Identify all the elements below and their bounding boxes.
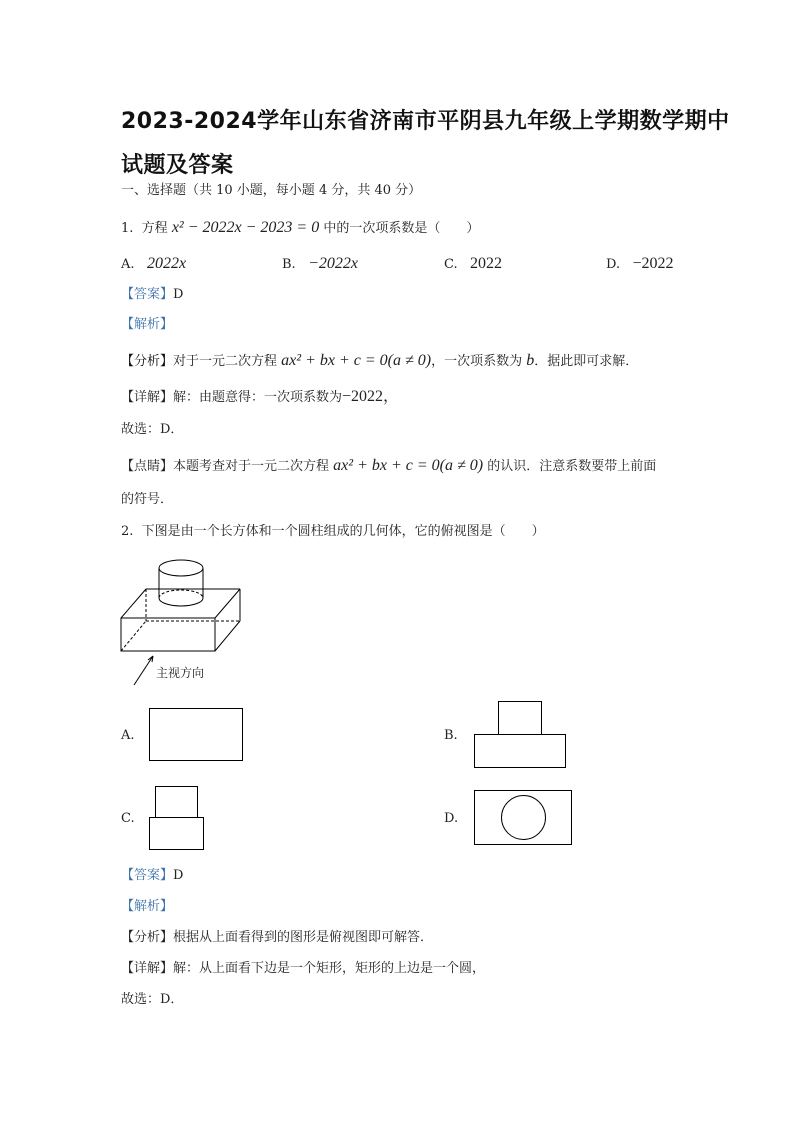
q1-option-d[interactable]: D. −2022 bbox=[606, 255, 674, 272]
q2-option-a-figure[interactable] bbox=[149, 708, 243, 761]
q2-option-b-figure-top[interactable] bbox=[498, 701, 542, 735]
q2-option-c-figure-base[interactable] bbox=[149, 817, 204, 850]
q2-fenxi: 【分析】根据从上面看得到的图形是俯视图即可解答． bbox=[121, 930, 434, 945]
circle-shape bbox=[501, 795, 546, 840]
q1-analysis-tag: 【解析】 bbox=[121, 317, 174, 332]
q1-option-a[interactable]: A. 2022x bbox=[121, 255, 187, 272]
q1-equation: x² − 2022x − 2023 = 0 bbox=[171, 219, 320, 236]
q1-suffix: 中的一次项系数是（ ） bbox=[323, 221, 480, 236]
q2-option-c-label[interactable]: C. bbox=[121, 811, 135, 826]
doc-title-line1: 2023-2024学年山东省济南市平阴县九年级上学期数学期中 bbox=[121, 109, 730, 134]
q2-xiangjie: 【详解】解：从上面看下边是一个矩形，矩形的上边是一个圆， bbox=[121, 961, 486, 976]
q1-answer: 【答案】D bbox=[121, 287, 184, 302]
q1-dianjing: 【点睛】本题考查对于一元二次方程 ax² + bx + c = 0(a ≠ 0) 的认识．注意系数要带上前面 bbox=[121, 457, 657, 474]
section-heading: 一、选择题（共 10 小题，每小题 4 分，共 40 分） bbox=[121, 183, 422, 198]
q1-choose: 故选：D． bbox=[121, 422, 184, 437]
q2-option-d-figure[interactable] bbox=[474, 790, 572, 845]
q1-option-c[interactable]: C. 2022 bbox=[444, 255, 503, 272]
answer-tag: 【答案】 bbox=[121, 287, 174, 302]
q1-option-b[interactable]: B. −2022x bbox=[282, 255, 358, 272]
q1-fenxi: 【分析】对于一元二次方程 ax² + bx + c = 0(a ≠ 0)，一次项系数为 b．据此即可求解． bbox=[121, 352, 639, 369]
q2-answer: 【答案】D bbox=[121, 868, 184, 883]
q2-analysis-tag: 【解析】 bbox=[121, 899, 174, 914]
q2-stem: 2. 下图是由一个长方体和一个圆柱组成的几何体，它的俯视图是（ ） bbox=[121, 524, 545, 539]
q2-option-b-label[interactable]: B. bbox=[444, 728, 458, 743]
q1-stem bbox=[121, 220, 479, 237]
doc-title-line2: 试题及答案 bbox=[121, 153, 234, 178]
q1-prefix: 方程 bbox=[141, 221, 168, 236]
q2-choose: 故选：D． bbox=[121, 992, 184, 1007]
q2-option-d-label[interactable]: D. bbox=[444, 811, 459, 826]
q2-option-a-label[interactable]: A. bbox=[121, 728, 135, 743]
q2-option-c-figure-top[interactable] bbox=[155, 786, 198, 818]
q1-number: 1. bbox=[121, 221, 134, 236]
q2-option-b-figure-base[interactable] bbox=[474, 734, 566, 768]
q1-xiangjie: 【详解】解：由题意得：一次项系数为−2022， bbox=[121, 388, 400, 405]
q2-view-direction-label: 主视方向 bbox=[156, 666, 205, 680]
q1-dianjing-line2: 的符号． bbox=[121, 492, 174, 507]
